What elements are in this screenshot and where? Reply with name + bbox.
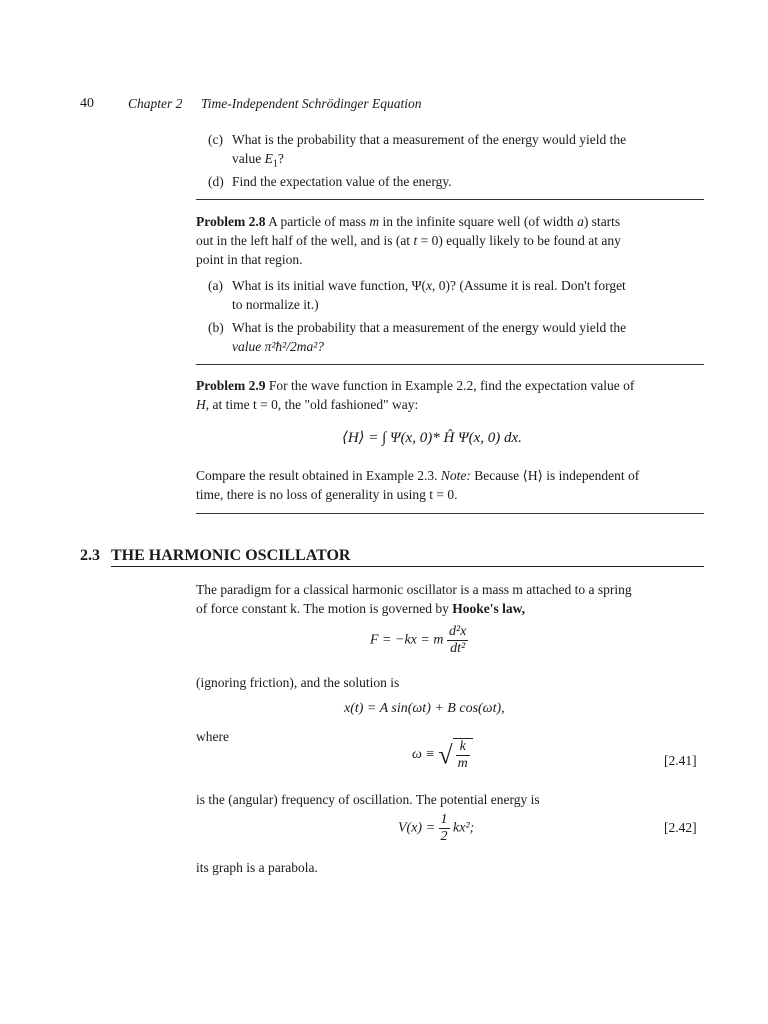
- part-d-text: Find the expectation value of the energy.: [232, 174, 452, 189]
- part-b-label: (b): [208, 320, 224, 335]
- part-b-line-1: What is the probability that a measurement of the energy would yield the: [232, 320, 627, 335]
- problem-2-9-title: Problem 2.9: [196, 378, 266, 393]
- energy-symbol: E: [264, 151, 273, 166]
- force-equation-lhs: F = −kx = m: [370, 632, 444, 648]
- note-label: Note:: [440, 468, 471, 483]
- part-c-line-2: value: [232, 151, 265, 166]
- paragraph-1: [196, 580, 704, 618]
- section-title: THE HARMONIC OSCILLATOR: [111, 547, 351, 564]
- part-c-label: (c): [208, 132, 223, 147]
- part-d-label: (d): [208, 174, 224, 189]
- problem-2-8-text-2b: = 0) equally likely to be found at any: [417, 233, 621, 248]
- omega-equation-lhs: ω ≡: [412, 747, 435, 763]
- part-a-line-1a: What is its initial wave function, Ψ(: [232, 278, 427, 293]
- force-fraction-denominator: dt²: [450, 641, 466, 656]
- problem-2-9-line-1: For the wave function in Example 2.2, find the expectation value of: [265, 378, 635, 393]
- section-rule: [111, 566, 704, 567]
- half-fraction-denominator: 2: [440, 829, 448, 844]
- ignoring-friction-text: (ignoring friction), and the solution is: [196, 675, 400, 690]
- compare-line-1b: Because ⟨H⟩ is independent of: [470, 468, 640, 483]
- square-root: [438, 738, 472, 772]
- compare-line-1a: Compare the result obtained in Example 2.3.: [196, 468, 441, 483]
- chapter-title: Time-Independent Schrödinger Equation: [201, 96, 422, 111]
- frequency-text: is the (angular) frequency of oscillation. The potential energy is: [196, 792, 540, 807]
- x-symbol: x: [426, 278, 433, 293]
- omega-equation: [412, 738, 473, 772]
- part-b-text: [232, 318, 704, 356]
- part-a-text: [232, 276, 704, 314]
- half-fraction: [439, 812, 450, 845]
- section-number: 2.3: [80, 547, 100, 564]
- width-symbol: a: [577, 214, 584, 229]
- problem-2-9-intro: [196, 376, 704, 414]
- energy-subscript: 1: [272, 158, 278, 170]
- force-fraction-numerator: d²x: [448, 624, 467, 639]
- page-number: 40: [80, 96, 94, 111]
- paragraph-1-line-2: of force constant k. The motion is governed by: [196, 601, 453, 616]
- problem-2-9-line-2: , at time t = 0, the "old fashioned" way:: [205, 397, 419, 412]
- omega-fraction: [456, 739, 470, 772]
- problem-2-8-text-3: point in that region.: [196, 252, 303, 267]
- paragraph-1-line-1: The paradigm for a classical harmonic oscillator is a mass m attached to a spring: [196, 582, 632, 597]
- force-fraction: [447, 624, 468, 657]
- equation-number-2-42: [2.42]: [664, 820, 697, 835]
- divider: [196, 513, 704, 514]
- part-c-text: [232, 130, 704, 174]
- part-a-line-2: to normalize it.): [232, 297, 319, 312]
- part-c-line-1: What is the probability that a measurement of the energy would yield the: [232, 132, 627, 147]
- potential-equation-lhs: V(x) =: [398, 820, 436, 836]
- expectation-equation: ⟨H⟩ = ∫ Ψ(x, 0)* Ĥ Ψ(x, 0) dx.: [342, 430, 522, 446]
- problem-2-8-text-2a: out in the left half of the well, and is (at: [196, 233, 414, 248]
- potential-equation: [398, 812, 474, 845]
- half-fraction-numerator: 1: [440, 812, 448, 827]
- part-a-label: (a): [208, 278, 223, 293]
- part-a-line-1b: , 0)? (Assume it is real. Don't forget: [432, 278, 626, 293]
- part-c-question-mark: ?: [277, 151, 284, 166]
- mass-symbol: m: [369, 214, 380, 229]
- problem-2-8-title: Problem 2.8: [196, 214, 266, 229]
- potential-equation-rhs: kx²;: [453, 820, 475, 836]
- parabola-text: its graph is a parabola.: [196, 860, 318, 875]
- solution-equation: x(t) = A sin(ωt) + B cos(ωt),: [344, 701, 505, 716]
- divider: [196, 364, 704, 365]
- omega-fraction-numerator: k: [456, 739, 470, 756]
- omega-fraction-denominator: m: [457, 756, 468, 771]
- where-text: where: [196, 729, 229, 744]
- radicand: [453, 738, 473, 772]
- chapter-label: Chapter 2: [128, 96, 183, 111]
- compare-line-2: time, there is no loss of generality in using t = 0.: [196, 487, 458, 502]
- hookes-law-term: Hooke's law,: [452, 601, 525, 616]
- problem-2-8-intro: [196, 212, 704, 269]
- problem-2-8-text-1a: A particle of mass: [265, 214, 370, 229]
- divider: [196, 199, 704, 200]
- problem-2-8-text-1b: in the infinite square well (of width: [379, 214, 578, 229]
- part-b-line-2: value π²ħ²/2ma²?: [232, 339, 325, 354]
- problem-2-8-text-1c: ) starts: [583, 214, 621, 229]
- time-symbol: t: [413, 233, 418, 248]
- problem-2-9-compare: [196, 466, 704, 504]
- hamiltonian-symbol: H: [196, 397, 206, 412]
- equation-number-2-41: [2.41]: [664, 753, 697, 768]
- radical-sign: √: [438, 740, 453, 770]
- force-equation: [370, 624, 468, 657]
